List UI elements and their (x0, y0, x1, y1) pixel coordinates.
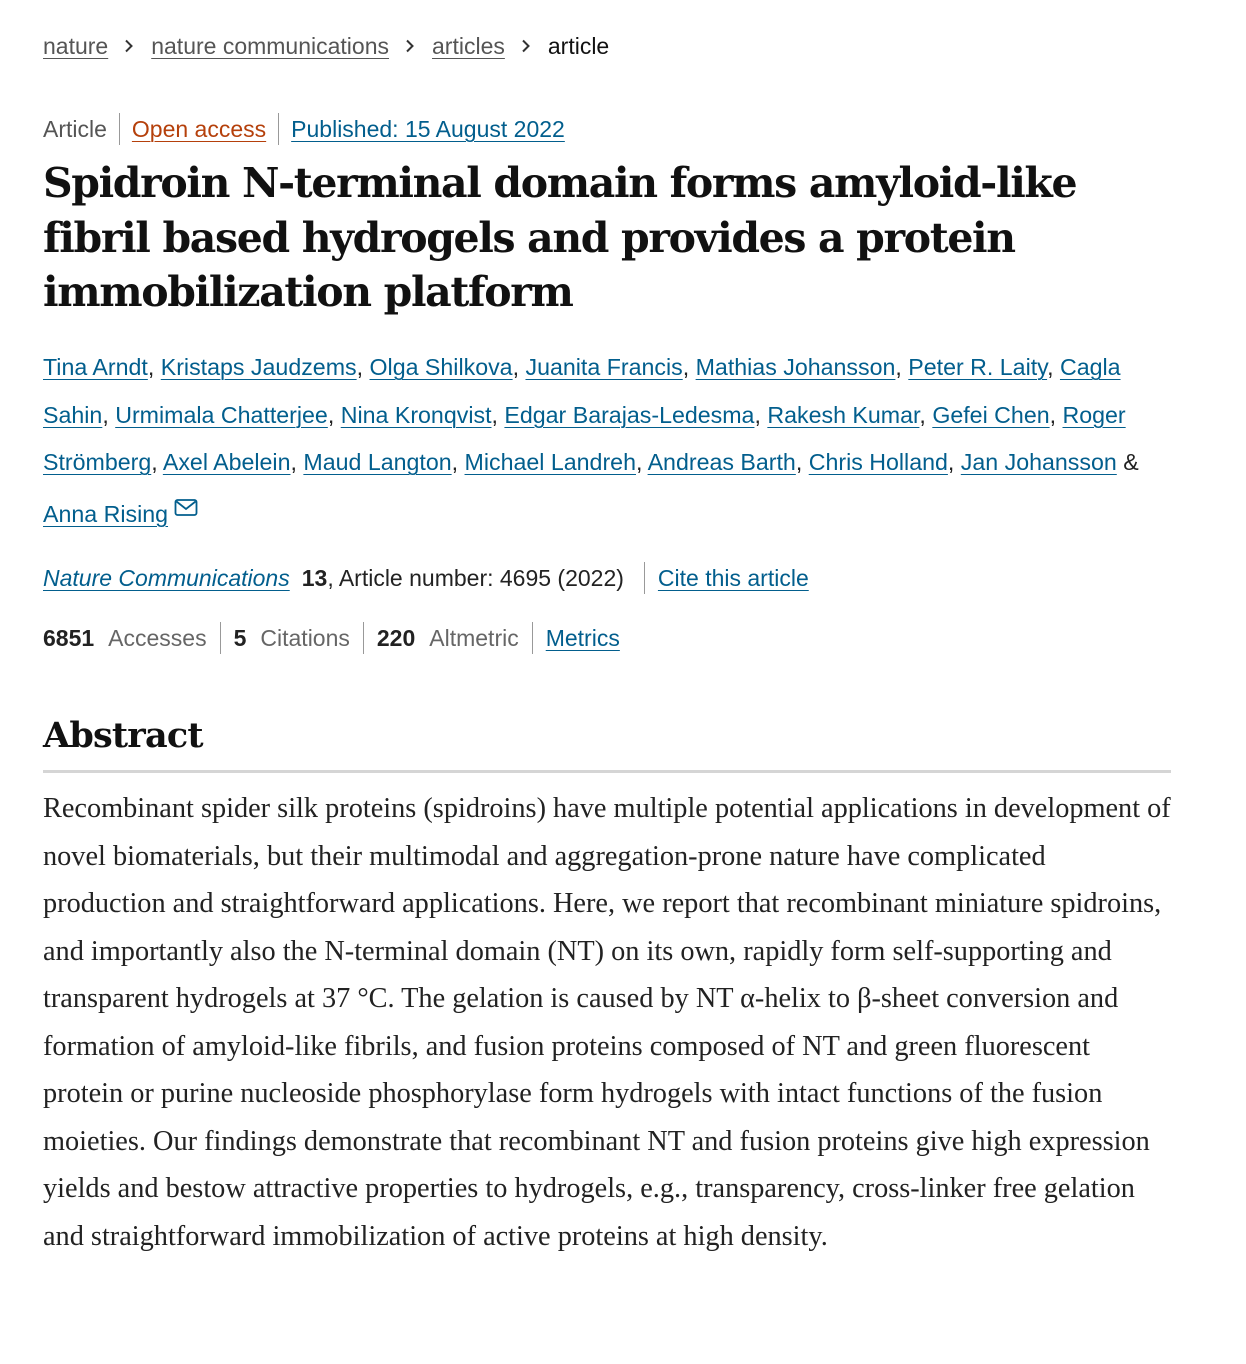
author-separator: , (754, 401, 768, 428)
author-separator: , (919, 401, 933, 428)
metrics-link[interactable]: Metrics (545, 624, 620, 651)
author-link[interactable]: Edgar Barajas-Ledesma (504, 401, 755, 428)
journal-volume: 13 (301, 564, 328, 591)
article-number: , Article number: 4695 (2022) (327, 564, 624, 591)
author-link[interactable]: Mathias Johansson (695, 354, 896, 380)
journal-divider (644, 562, 645, 594)
open-access-link[interactable]: Open access (131, 115, 267, 142)
accesses-label: Accesses (108, 624, 207, 651)
author-link[interactable]: Rakesh Kumar (767, 401, 920, 428)
author-list (43, 344, 1173, 538)
author-link[interactable]: Kristaps Jaudzems (160, 354, 357, 380)
author-link[interactable]: Tina Arndt (43, 354, 148, 380)
citations-count: 5 (233, 624, 247, 651)
article-type: Article (43, 115, 107, 142)
author-link[interactable]: Nina Kronqvist (340, 401, 492, 428)
chevron-right-icon (518, 30, 534, 62)
breadcrumb (43, 30, 609, 62)
metrics-divider (532, 622, 533, 654)
author-separator: , (1049, 401, 1063, 428)
author-separator: , (795, 449, 809, 475)
author-separator: , (635, 449, 648, 475)
author-separator: , (102, 401, 116, 428)
author-separator: , (682, 354, 696, 380)
journal-name-link[interactable]: Nature Communications (43, 564, 290, 591)
abstract-text: Recombinant spider silk proteins (spidroins) have multiple potential applications in development of novel biomaterials, but their multimodal and aggregation-prone nature have complicated production and straightforward applications. Here, we report that recombinant miniature spidroins, and importantly also the N-terminal domain (NT) on its own, rapidly form self-supporting and transparent hydrogels at 37 °C. The gelation is caused by NT α-helix to β-sheet conversion and formation of amyloid-like fibrils, and fusion proteins composed of NT and green fluorescent protein or purine nucleoside phosphorylase form hydrogels with intact functions of the fusion moieties. Our findings demonstrate that recombinant NT and fusion proteins give high expression yields and bestow attractive properties to hydrogels, e.g., transparency, cross-linker free gelation and straightforward immobilization of active proteins at high density. (43, 793, 1171, 1252)
author-separator: , (512, 354, 526, 380)
altmetric-score: 220 (376, 624, 416, 651)
abstract-heading: Abstract (43, 715, 203, 756)
author-separator: , (290, 449, 304, 475)
author-link[interactable]: Andreas Barth (647, 449, 796, 475)
author-link[interactable]: Cagla Sahin (43, 354, 1121, 428)
article-metrics (43, 620, 620, 656)
breadcrumb-link-nature[interactable]: nature (43, 33, 109, 59)
metrics-divider (363, 622, 364, 654)
author-separator: , (151, 449, 163, 475)
author-separator: , (356, 354, 370, 380)
author-ampersand: & (1116, 449, 1139, 475)
author-link[interactable]: Chris Holland (808, 449, 948, 475)
author-separator: , (895, 354, 909, 380)
author-link[interactable]: Olga Shilkova (369, 354, 513, 380)
breadcrumb-current: article (547, 33, 610, 59)
author-link-corresponding[interactable]: Anna Rising (43, 500, 169, 527)
article-meta (43, 112, 565, 146)
author-separator: , (451, 449, 465, 475)
breadcrumb-link-nature-communications[interactable]: nature communications (151, 33, 390, 59)
author-separator: , (1047, 354, 1060, 380)
author-link[interactable]: Urmimala Chatterjee (115, 401, 328, 428)
meta-divider (278, 113, 279, 145)
citations-label: Citations (260, 624, 350, 651)
author-link[interactable]: Maud Langton (303, 449, 452, 475)
cite-this-article-link[interactable]: Cite this article (657, 564, 809, 591)
author-separator: , (327, 401, 341, 428)
chevron-right-icon (121, 30, 137, 62)
journal-info (43, 560, 809, 596)
altmetric-label: Altmetric (429, 624, 519, 651)
author-link[interactable]: Roger Strömberg (43, 401, 1126, 475)
author-link[interactable]: Axel Abelein (162, 449, 291, 475)
breadcrumb-link-articles[interactable]: articles (432, 33, 505, 59)
chevron-right-icon (402, 30, 418, 62)
mail-icon[interactable] (174, 487, 198, 507)
author-link[interactable]: Jan Johansson (960, 449, 1117, 475)
abstract-divider (43, 770, 1171, 773)
meta-divider (119, 113, 120, 145)
author-link[interactable]: Michael Landreh (464, 449, 636, 475)
accesses-count: 6851 (43, 624, 95, 651)
metrics-divider (220, 622, 221, 654)
author-link[interactable]: Gefei Chen (932, 401, 1050, 428)
author-separator: , (947, 449, 961, 475)
author-separator: , (491, 401, 505, 428)
published-date-link[interactable]: Published: 15 August 2022 (291, 115, 565, 142)
author-link[interactable]: Peter R. Laity (908, 354, 1048, 380)
author-separator: , (147, 354, 161, 380)
article-title: Spidroin N-terminal domain forms amyloid-like fibril based hydrogels and provides a protein immobilization platform (43, 159, 1077, 316)
author-link[interactable]: Juanita Francis (525, 354, 683, 380)
